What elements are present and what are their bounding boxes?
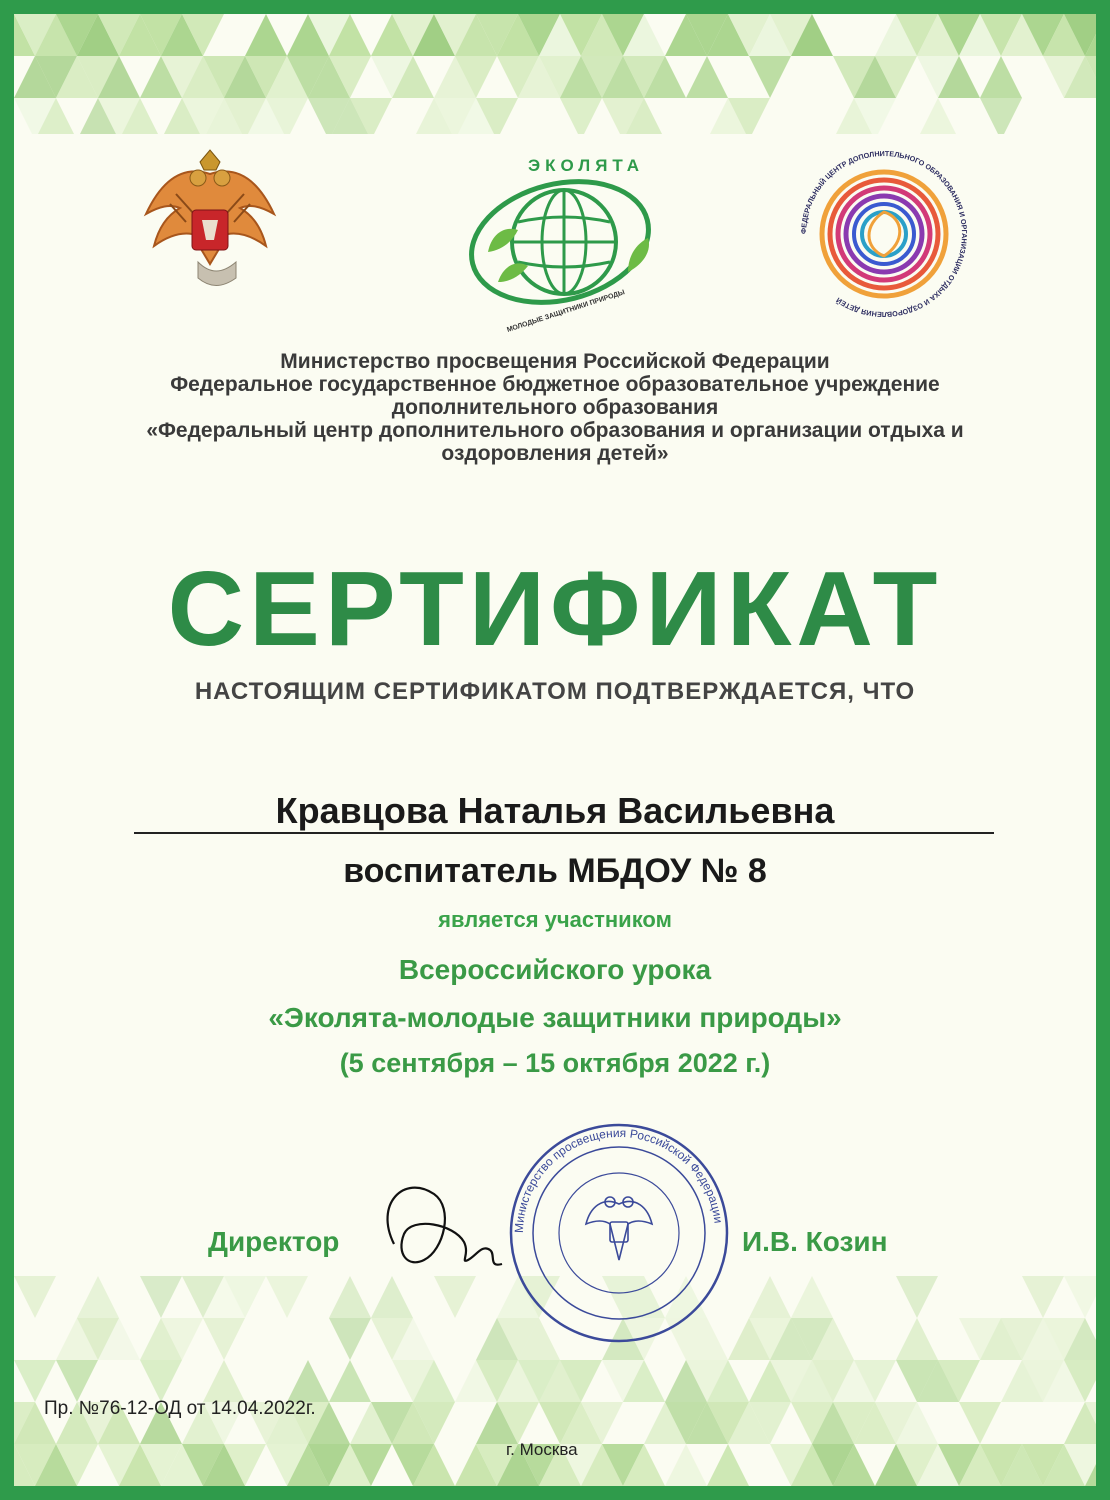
pattern-triangle bbox=[917, 98, 959, 134]
signer-role: Директор bbox=[208, 1226, 340, 1257]
pattern-triangle bbox=[140, 1360, 182, 1402]
pattern-triangle bbox=[980, 56, 1022, 98]
pattern-triangle bbox=[896, 1276, 938, 1318]
pattern-triangle bbox=[56, 1360, 98, 1402]
ecolyata-logo-title: ЭКОЛЯТА bbox=[528, 156, 645, 175]
pattern-triangle bbox=[896, 1318, 938, 1360]
signer-name: И.В. Козин bbox=[742, 1226, 888, 1257]
pattern-triangle bbox=[203, 1318, 245, 1360]
pattern-triangle bbox=[245, 14, 287, 56]
pattern-triangle bbox=[203, 1360, 245, 1402]
ecolyata-logo-subtitle: МОЛОДЫЕ ЗАЩИТНИКИ ПРИРОДЫ bbox=[506, 289, 626, 334]
org-line-4: «Федеральный центр дополнительного образования и организации отдыха и bbox=[146, 419, 964, 442]
event-dates: (5 сентября – 15 октября 2022 г.) bbox=[339, 1048, 771, 1078]
event-name: «Эколята-молодые защитники природы» bbox=[268, 1002, 842, 1033]
order-reference: Пр. №76-12-ОД от 14.04.2022г. bbox=[44, 1398, 316, 1419]
ecolyata-logo bbox=[468, 142, 658, 332]
name-underline bbox=[134, 832, 994, 834]
pattern-triangle bbox=[749, 1276, 791, 1318]
city-label: г. Москва bbox=[506, 1440, 578, 1459]
recipient-position: воспитатель МБДОУ № 8 bbox=[343, 852, 767, 890]
event-type: Всероссийского урока bbox=[398, 954, 712, 985]
pattern-triangle bbox=[14, 1276, 56, 1318]
pattern-triangle bbox=[749, 56, 791, 98]
handwritten-signature bbox=[364, 1164, 514, 1284]
pattern-triangle bbox=[959, 1402, 1001, 1444]
stamp-text: Министерство просвещения Российской Федерации bbox=[511, 1125, 726, 1234]
pattern-triangle bbox=[560, 98, 602, 134]
pattern-triangle bbox=[14, 1360, 56, 1402]
pattern-triangle bbox=[1022, 1276, 1064, 1318]
pattern-triangle bbox=[665, 1444, 707, 1486]
pattern-triangle bbox=[287, 1360, 329, 1402]
certificate-sheet bbox=[14, 14, 1096, 1486]
top-triangle-pattern bbox=[14, 14, 1096, 134]
official-stamp bbox=[506, 1120, 732, 1346]
certificate-title: СЕРТИФИКАТ bbox=[167, 550, 943, 668]
org-line-2: Федеральное государственное бюджетное образовательное учреждение bbox=[170, 373, 940, 396]
certificate-subtitle: НАСТОЯЩИМ СЕРТИФИКАТОМ ПОДТВЕРЖДАЕТСЯ, ЧТО bbox=[194, 678, 916, 705]
organization-header bbox=[14, 350, 1096, 465]
pattern-triangle bbox=[329, 1360, 371, 1402]
org-line-1: Министерство просвещения Российской Федерации bbox=[280, 350, 830, 373]
stamp-eagle-icon bbox=[586, 1197, 652, 1260]
pattern-triangle bbox=[1064, 1276, 1096, 1318]
pattern-triangle bbox=[686, 56, 728, 98]
spiral-rings-icon bbox=[794, 144, 974, 324]
svg-text:Министерство просвещения Росси bbox=[512, 1126, 726, 1233]
pattern-triangle bbox=[77, 1276, 119, 1318]
pattern-triangle bbox=[266, 1276, 308, 1318]
org-line-3: дополнительного образования bbox=[391, 396, 719, 419]
pattern-triangle bbox=[140, 1276, 182, 1318]
org-line-5: оздоровления детей» bbox=[441, 442, 669, 465]
ministry-emblem-icon bbox=[140, 144, 280, 304]
federal-center-ring-text: ФЕДЕРАЛЬНЫЙ ЦЕНТР ДОПОЛНИТЕЛЬНОГО ОБРАЗОВАНИЯ И ОРГАНИЗАЦИИ ОТДЫХА И ОЗДОРОВЛЕНИЯ ДЕТЕЙ bbox=[798, 148, 970, 320]
recipient-name: Кравцова Наталья Васильевна bbox=[275, 790, 835, 831]
participation-status: является участником bbox=[438, 907, 672, 932]
pattern-triangle bbox=[329, 1318, 371, 1360]
pattern-triangle bbox=[707, 1444, 749, 1486]
pattern-triangle bbox=[791, 1276, 833, 1318]
pattern-triangle bbox=[980, 98, 1022, 134]
